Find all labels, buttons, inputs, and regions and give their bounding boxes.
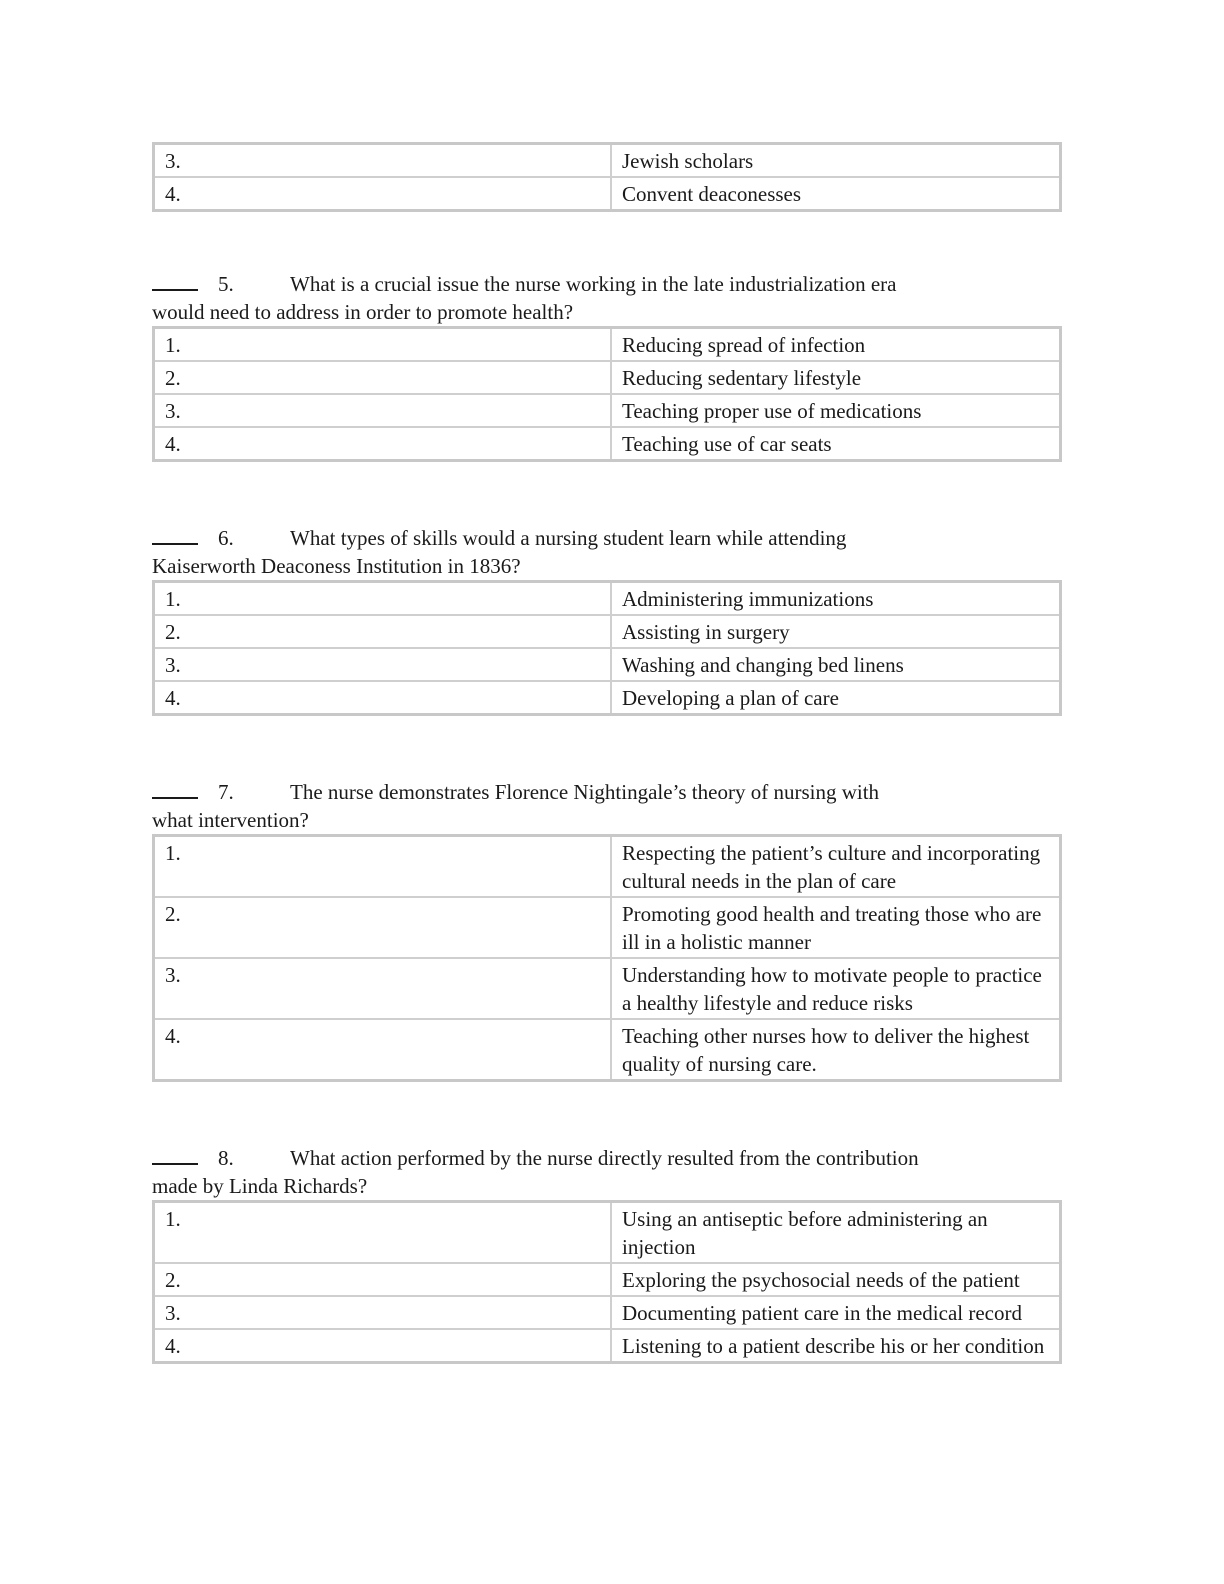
option-number: 4.: [154, 1329, 612, 1363]
option-text: Convent deaconesses: [611, 177, 1061, 211]
answer-blank[interactable]: [152, 779, 198, 799]
option-row: [154, 328, 1061, 362]
question-text-line2: would need to address in order to promote health?: [152, 300, 574, 324]
continued-options-table: [152, 142, 1062, 212]
options-table-7: [152, 834, 1062, 1082]
option-number: 3.: [154, 1296, 612, 1329]
option-row: [154, 681, 1061, 715]
question-number: 8.: [218, 1146, 234, 1170]
option-text: Respecting the patient’s culture and incorporating cultural needs in the plan of care: [611, 836, 1061, 898]
option-number: 3.: [154, 648, 612, 681]
option-number: 4.: [154, 1019, 612, 1081]
option-text: Promoting good health and treating those who are ill in a holistic manner: [611, 897, 1061, 958]
option-row: [154, 615, 1061, 648]
option-number: 4.: [154, 177, 612, 211]
question-text-line2: made by Linda Richards?: [152, 1174, 368, 1198]
option-row: [154, 836, 1061, 898]
option-number: 2.: [154, 615, 612, 648]
option-number: 2.: [154, 897, 612, 958]
question-number: 5.: [218, 272, 234, 296]
question-number: 7.: [218, 780, 234, 804]
question-text-line2: Kaiserworth Deaconess Institution in 1836?: [152, 554, 521, 578]
option-number: 3.: [154, 144, 612, 178]
option-number: 1.: [154, 1202, 612, 1264]
option-text: Assisting in surgery: [611, 615, 1061, 648]
option-number: 4.: [154, 427, 612, 461]
answer-blank[interactable]: [152, 525, 198, 545]
option-row: [154, 177, 1061, 211]
option-number: 1.: [154, 328, 612, 362]
question-number: 6.: [218, 526, 234, 550]
options-table-6: [152, 580, 1062, 716]
option-row: [154, 1202, 1061, 1264]
option-text: Understanding how to motivate people to practice a healthy lifestyle and reduce risks: [611, 958, 1061, 1019]
question-text-line1: What types of skills would a nursing student learn while attending: [290, 526, 847, 550]
option-text: Exploring the psychosocial needs of the patient: [611, 1263, 1061, 1296]
option-text: Developing a plan of care: [611, 681, 1061, 715]
option-row: [154, 897, 1061, 958]
answer-blank[interactable]: [152, 1145, 198, 1165]
option-row: [154, 361, 1061, 394]
option-text: Documenting patient care in the medical record: [611, 1296, 1061, 1329]
question-text-line2: what intervention?: [152, 808, 309, 832]
option-text: Reducing sedentary lifestyle: [611, 361, 1061, 394]
option-row: [154, 1263, 1061, 1296]
option-number: 3.: [154, 394, 612, 427]
options-table-5: [152, 326, 1062, 462]
option-text: Teaching use of car seats: [611, 427, 1061, 461]
option-row: [154, 1329, 1061, 1363]
option-text: Using an antiseptic before administering an injection: [611, 1202, 1061, 1264]
option-text: Jewish scholars: [611, 144, 1061, 178]
option-number: 1.: [154, 836, 612, 898]
option-row: [154, 394, 1061, 427]
question-5: [152, 270, 1062, 326]
option-text: Washing and changing bed linens: [611, 648, 1061, 681]
option-row: [154, 1019, 1061, 1081]
option-text: Teaching proper use of medications: [611, 394, 1061, 427]
question-7: [152, 778, 1062, 834]
option-row: [154, 958, 1061, 1019]
option-number: 1.: [154, 582, 612, 616]
option-row: [154, 1296, 1061, 1329]
option-text: Teaching other nurses how to deliver the highest quality of nursing care.: [611, 1019, 1061, 1081]
option-text: Administering immunizations: [611, 582, 1061, 616]
options-table-8: [152, 1200, 1062, 1364]
option-text: Reducing spread of infection: [611, 328, 1061, 362]
option-number: 3.: [154, 958, 612, 1019]
option-number: 2.: [154, 361, 612, 394]
option-text: Listening to a patient describe his or her condition: [611, 1329, 1061, 1363]
question-8: [152, 1144, 1062, 1200]
option-row: [154, 648, 1061, 681]
option-row: [154, 144, 1061, 178]
option-row: [154, 582, 1061, 616]
question-text-line1: What action performed by the nurse directly resulted from the contribution: [290, 1146, 919, 1170]
worksheet-page: [152, 142, 1062, 1364]
answer-blank[interactable]: [152, 271, 198, 291]
question-6: [152, 524, 1062, 580]
option-row: [154, 427, 1061, 461]
question-text-line1: What is a crucial issue the nurse working in the late industrialization era: [290, 272, 897, 296]
option-number: 4.: [154, 681, 612, 715]
question-text-line1: The nurse demonstrates Florence Nightingale’s theory of nursing with: [290, 780, 880, 804]
option-number: 2.: [154, 1263, 612, 1296]
